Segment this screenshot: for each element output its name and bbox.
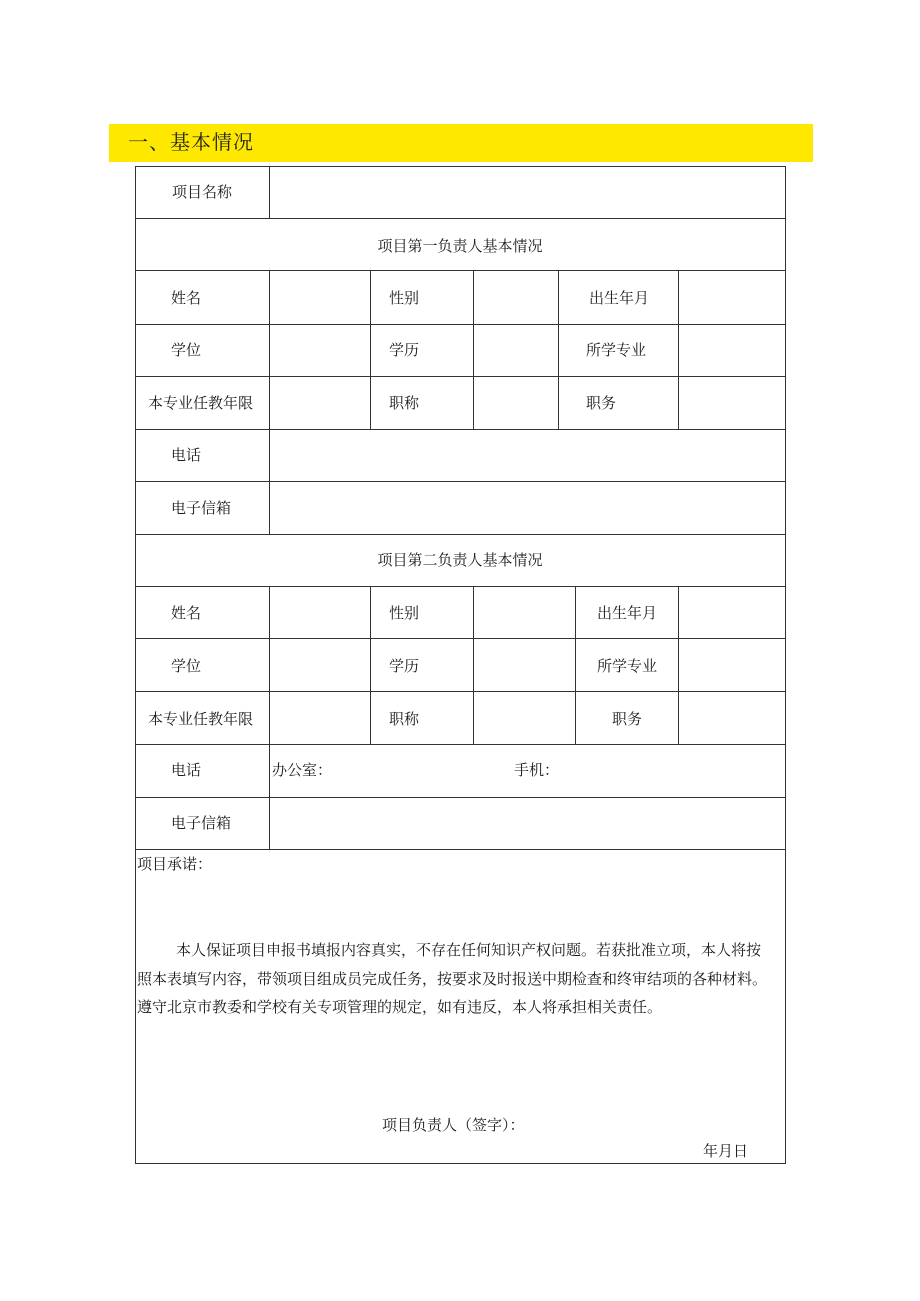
leader2-major-label: 所学专业 xyxy=(597,657,658,675)
leader2-title-field[interactable] xyxy=(476,695,571,740)
leader1-name-field[interactable] xyxy=(272,274,366,320)
col-divider xyxy=(575,586,576,744)
pledge-line-2: 照本表填写内容，带领项目组成员完成任务，按要求及时报送中期检查和终审结项的各种材料。 xyxy=(137,970,768,988)
leader2-birth-field[interactable] xyxy=(681,590,781,634)
col-divider xyxy=(678,586,679,744)
leader2-degree-field[interactable] xyxy=(272,642,366,687)
pledge-line-1: 本人保证项目申报书填报内容真实，不存在任何知识产权问题。若获批准立项，本人将按 xyxy=(176,941,762,959)
leader1-major-label: 所学专业 xyxy=(586,341,647,359)
row-divider xyxy=(135,534,786,535)
leader2-major-field[interactable] xyxy=(681,642,781,687)
row-divider xyxy=(135,849,786,850)
date-label: 年月日 xyxy=(703,1142,749,1160)
row-divider xyxy=(135,270,786,271)
leader1-gender-field[interactable] xyxy=(476,274,554,320)
row-divider xyxy=(135,744,786,745)
leader1-email-label: 电子信箱 xyxy=(171,499,232,517)
project-name-field[interactable] xyxy=(272,170,782,214)
section-title: 一、基本情况 xyxy=(128,130,254,154)
project-name-label: 项目名称 xyxy=(171,183,233,201)
leader1-years-label: 本专业任教年限 xyxy=(148,394,254,412)
leader1-years-field[interactable] xyxy=(272,380,366,425)
leader1-duty-label: 职务 xyxy=(586,394,617,412)
leader2-birth-label: 出生年月 xyxy=(597,604,658,622)
pledge-line-3: 遵守北京市教委和学校有关专项管理的规定，如有违反，本人将承担相关责任。 xyxy=(137,998,663,1016)
leader2-education-label: 学历 xyxy=(389,657,420,675)
leader1-degree-field[interactable] xyxy=(272,328,366,372)
signature-label: 项目负责人（签字）： xyxy=(382,1116,525,1134)
row-divider xyxy=(135,429,786,430)
leader1-education-field[interactable] xyxy=(476,328,554,372)
leader2-mobile-field[interactable] xyxy=(560,750,780,790)
col-divider xyxy=(558,270,559,429)
leader2-email-field[interactable] xyxy=(272,801,782,845)
col-divider xyxy=(678,270,679,429)
leader1-title-field[interactable] xyxy=(476,380,554,425)
leader2-heading: 项目第二负责人基本情况 xyxy=(377,551,543,569)
row-divider xyxy=(135,586,786,587)
leader2-office-label: 办公室： xyxy=(272,761,333,779)
leader2-office-field[interactable] xyxy=(340,750,500,790)
leader2-email-label: 电子信箱 xyxy=(171,814,232,832)
leader2-mobile-label: 手机： xyxy=(514,761,560,779)
row-divider xyxy=(135,481,786,482)
leader2-years-label: 本专业任教年限 xyxy=(148,710,254,728)
row-divider xyxy=(135,218,786,219)
leader1-major-field[interactable] xyxy=(681,328,781,372)
leader1-email-field[interactable] xyxy=(272,485,782,530)
leader2-duty-label: 职务 xyxy=(612,710,643,728)
leader1-duty-field[interactable] xyxy=(681,380,781,425)
col-divider xyxy=(269,166,270,218)
col-divider xyxy=(269,586,270,849)
col-divider xyxy=(269,270,270,534)
leader2-degree-label: 学位 xyxy=(171,657,202,675)
row-divider xyxy=(135,797,786,798)
leader1-name-label: 姓名 xyxy=(171,289,202,307)
row-divider xyxy=(135,324,786,325)
col-divider xyxy=(370,586,371,744)
leader1-birth-field[interactable] xyxy=(681,274,781,320)
pledge-label: 项目承诺： xyxy=(137,855,213,873)
col-divider xyxy=(473,586,474,744)
leader1-phone-label: 电话 xyxy=(171,446,202,464)
leader2-gender-label: 性别 xyxy=(389,604,420,622)
leader2-name-label: 姓名 xyxy=(171,604,202,622)
leader2-education-field[interactable] xyxy=(476,642,571,687)
leader1-education-label: 学历 xyxy=(389,341,420,359)
leader2-duty-field[interactable] xyxy=(681,695,781,740)
leader1-phone-field[interactable] xyxy=(272,433,782,477)
col-divider xyxy=(370,270,371,429)
leader2-phone-label: 电话 xyxy=(171,761,202,779)
leader1-birth-label: 出生年月 xyxy=(589,289,650,307)
leader1-heading: 项目第一负责人基本情况 xyxy=(377,237,543,255)
leader2-years-field[interactable] xyxy=(272,695,366,740)
leader2-name-field[interactable] xyxy=(272,590,366,634)
row-divider xyxy=(135,376,786,377)
leader1-title-label: 职称 xyxy=(389,394,420,412)
leader1-gender-label: 性别 xyxy=(389,289,420,307)
col-divider xyxy=(473,270,474,429)
leader2-gender-field[interactable] xyxy=(476,590,571,634)
signature-field[interactable] xyxy=(530,1108,730,1138)
leader1-degree-label: 学位 xyxy=(171,341,202,359)
leader2-title-label: 职称 xyxy=(389,710,420,728)
row-divider xyxy=(135,691,786,692)
row-divider xyxy=(135,638,786,639)
